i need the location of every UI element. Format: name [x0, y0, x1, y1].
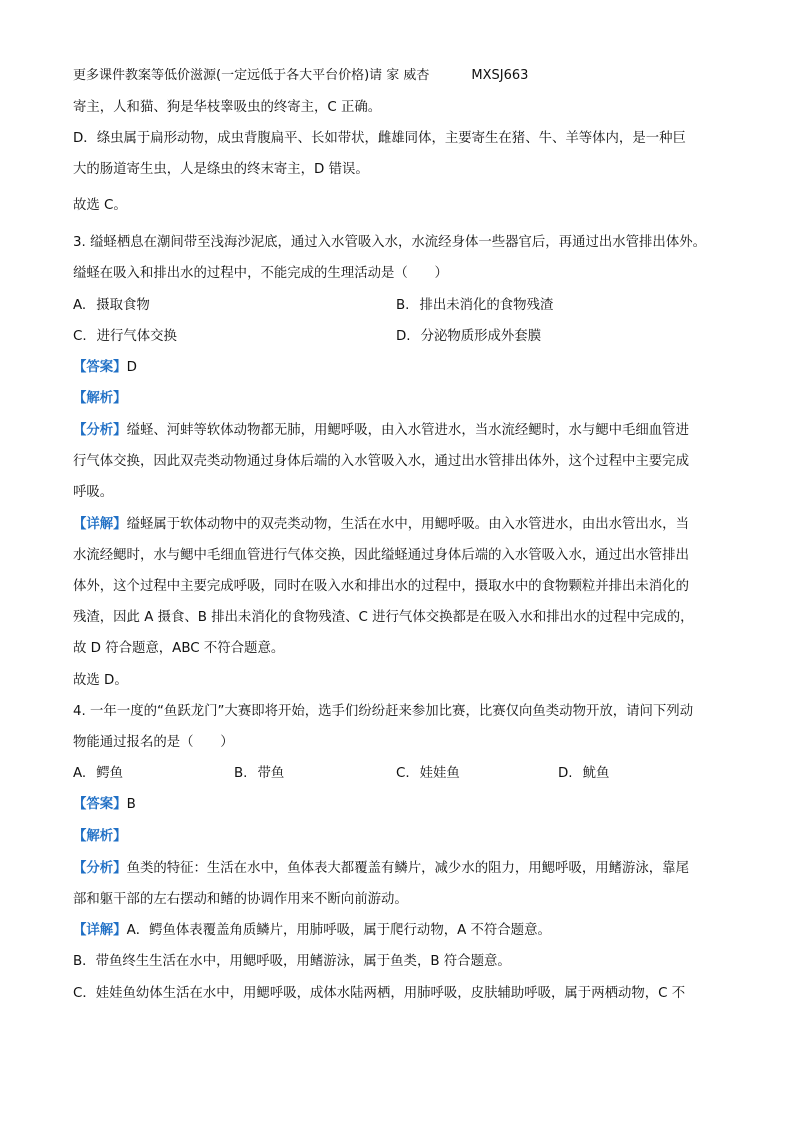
analysis-line: 部和躯干部的左右摆动和鳍的协调作用来不断向前游动。 — [73, 892, 408, 907]
analysis-line — [73, 859, 733, 879]
detail-tag: 【详解】 — [73, 923, 127, 938]
option-label: B. — [234, 766, 248, 781]
detail-line: 体外，这个过程中主要完成呼吸，同时在吸入水和排出水的过程中，摄取水中的食物颗粒并排出未消化的 — [73, 579, 689, 594]
answer-line — [73, 795, 733, 815]
question-3-option-b — [396, 296, 553, 316]
analysis-line: 行气体交换，因此双壳类动物通过身体后端的入水管吸入水，通过出水管排出体外，这个过程中主要完成 — [73, 454, 689, 469]
option-label: D. — [396, 329, 411, 344]
option-label: D. — [558, 766, 573, 781]
question-3-option-c — [73, 327, 177, 347]
answer-value: B — [126, 797, 136, 812]
detail-line: C．娃娃鱼幼体生活在水中，用鳃呼吸，成体水陆两栖，用肺呼吸，皮肤辅助呼吸，属于两栖动物，C 不 — [73, 986, 686, 1001]
paragraph-line: D．绦虫属于扁形动物，成虫背腹扁平、长如带状，雌雄同体，主要寄生在猪、牛、羊等体内，是一种巨 — [73, 131, 686, 146]
detail-line — [73, 515, 733, 535]
analysis-tag: 【解析】 — [73, 829, 127, 844]
analysis-subtag: 【分析】 — [73, 423, 127, 438]
paragraph-line: 大的肠道寄生虫，人是绦虫的终末寄主，D 错误。 — [73, 162, 369, 177]
header-code: MXSJ663 — [471, 68, 529, 83]
detail-text: A．鳄鱼体表覆盖角质鳞片，用肺呼吸，属于爬行动物，A 不符合题意。 — [126, 923, 551, 938]
page-header — [73, 66, 733, 86]
question-4-option-b — [234, 764, 284, 784]
option-text: 带鱼 — [257, 766, 285, 781]
detail-tag: 【详解】 — [73, 517, 127, 532]
question-3-option-a — [73, 296, 150, 316]
option-text: 娃娃鱼 — [419, 766, 460, 781]
question-4-option-c — [396, 764, 460, 784]
question-4-option-d — [558, 764, 609, 784]
question-4-option-a — [73, 764, 123, 784]
question-4-stem: 4. 一年一度的“鱼跃龙门”大赛即将开始，选手们纷纷赶来参加比赛，比赛仅向鱼类动物开放，请问下列动 — [73, 704, 694, 719]
analysis-line — [73, 421, 733, 441]
header-text: 更多课件教案等低价滋源(一定远低于各大平台价格)请 家 威杏 — [73, 68, 430, 83]
answer-value: D — [126, 360, 137, 375]
analysis-line: 呼吸。 — [73, 485, 114, 500]
analysis-text: 缢蛏、河蚌等软体动物都无肺，用鳃呼吸，由入水管进水，当水流经鳃时，水与鳃中毛细血管进 — [126, 423, 689, 438]
detail-line: 残渣，因此 A 摄食、B 排出未消化的食物残渣、C 进行气体交换都是在吸入水和排出水的过程中完成的， — [73, 610, 694, 625]
question-3-option-d — [396, 327, 541, 347]
detail-text: 缢蛏属于软体动物中的双壳类动物，生活在水中，用鳃呼吸。由入水管进水，由出水管出水，当 — [126, 517, 689, 532]
analysis-subtag: 【分析】 — [73, 861, 127, 876]
answer-tag: 【答案】 — [73, 797, 127, 812]
answer-line — [73, 358, 733, 378]
analysis-heading — [73, 827, 733, 847]
detail-line — [73, 921, 733, 941]
question-3-stem: 3. 缢蛏栖息在潮间带至浅海沙泥底，通过入水管吸入水，水流经身体一些器官后，再通过出水管排出体外。 — [73, 235, 706, 250]
option-text: 进行气体交换 — [96, 329, 177, 344]
question-4-stem: 物能通过报名的是（ ） — [73, 735, 234, 750]
option-text: 鱿鱼 — [582, 766, 610, 781]
option-text: 鳄鱼 — [96, 766, 123, 781]
option-label: A. — [73, 298, 87, 313]
question-3-stem: 缢蛏在吸入和排出水的过程中，不能完成的生理活动是（ ） — [73, 266, 448, 281]
analysis-text: 鱼类的特征：生活在水中，鱼体表大都覆盖有鳞片，减少水的阻力，用鳃呼吸，用鳍游泳，靠尾 — [126, 861, 689, 876]
detail-line: 故 D 符合题意，ABC 不符合题意。 — [73, 641, 285, 656]
option-label: C. — [73, 329, 87, 344]
conclusion-line: 故选 C。 — [73, 198, 127, 213]
answer-tag: 【答案】 — [73, 360, 127, 375]
detail-line: 水流经鳃时，水与鳃中毛细血管进行气体交换，因此缢蛏通过身体后端的入水管吸入水，通过出水管排出 — [73, 548, 689, 563]
option-label: C. — [396, 766, 410, 781]
analysis-tag: 【解析】 — [73, 391, 127, 406]
option-text: 分泌物质形成外套膜 — [420, 329, 542, 344]
option-label: B. — [396, 298, 410, 313]
option-text: 摄取食物 — [96, 298, 150, 313]
option-text: 排出未消化的食物残渣 — [419, 298, 554, 313]
option-label: A. — [73, 766, 87, 781]
paragraph-line: 寄主，人和猫、狗是华枝睾吸虫的终寄主，C 正确。 — [73, 100, 382, 115]
analysis-heading — [73, 389, 733, 409]
conclusion-line: 故选 D。 — [73, 673, 128, 688]
detail-line: B．带鱼终生生活在水中，用鳃呼吸，用鳍游泳，属于鱼类，B 符合题意。 — [73, 954, 511, 969]
